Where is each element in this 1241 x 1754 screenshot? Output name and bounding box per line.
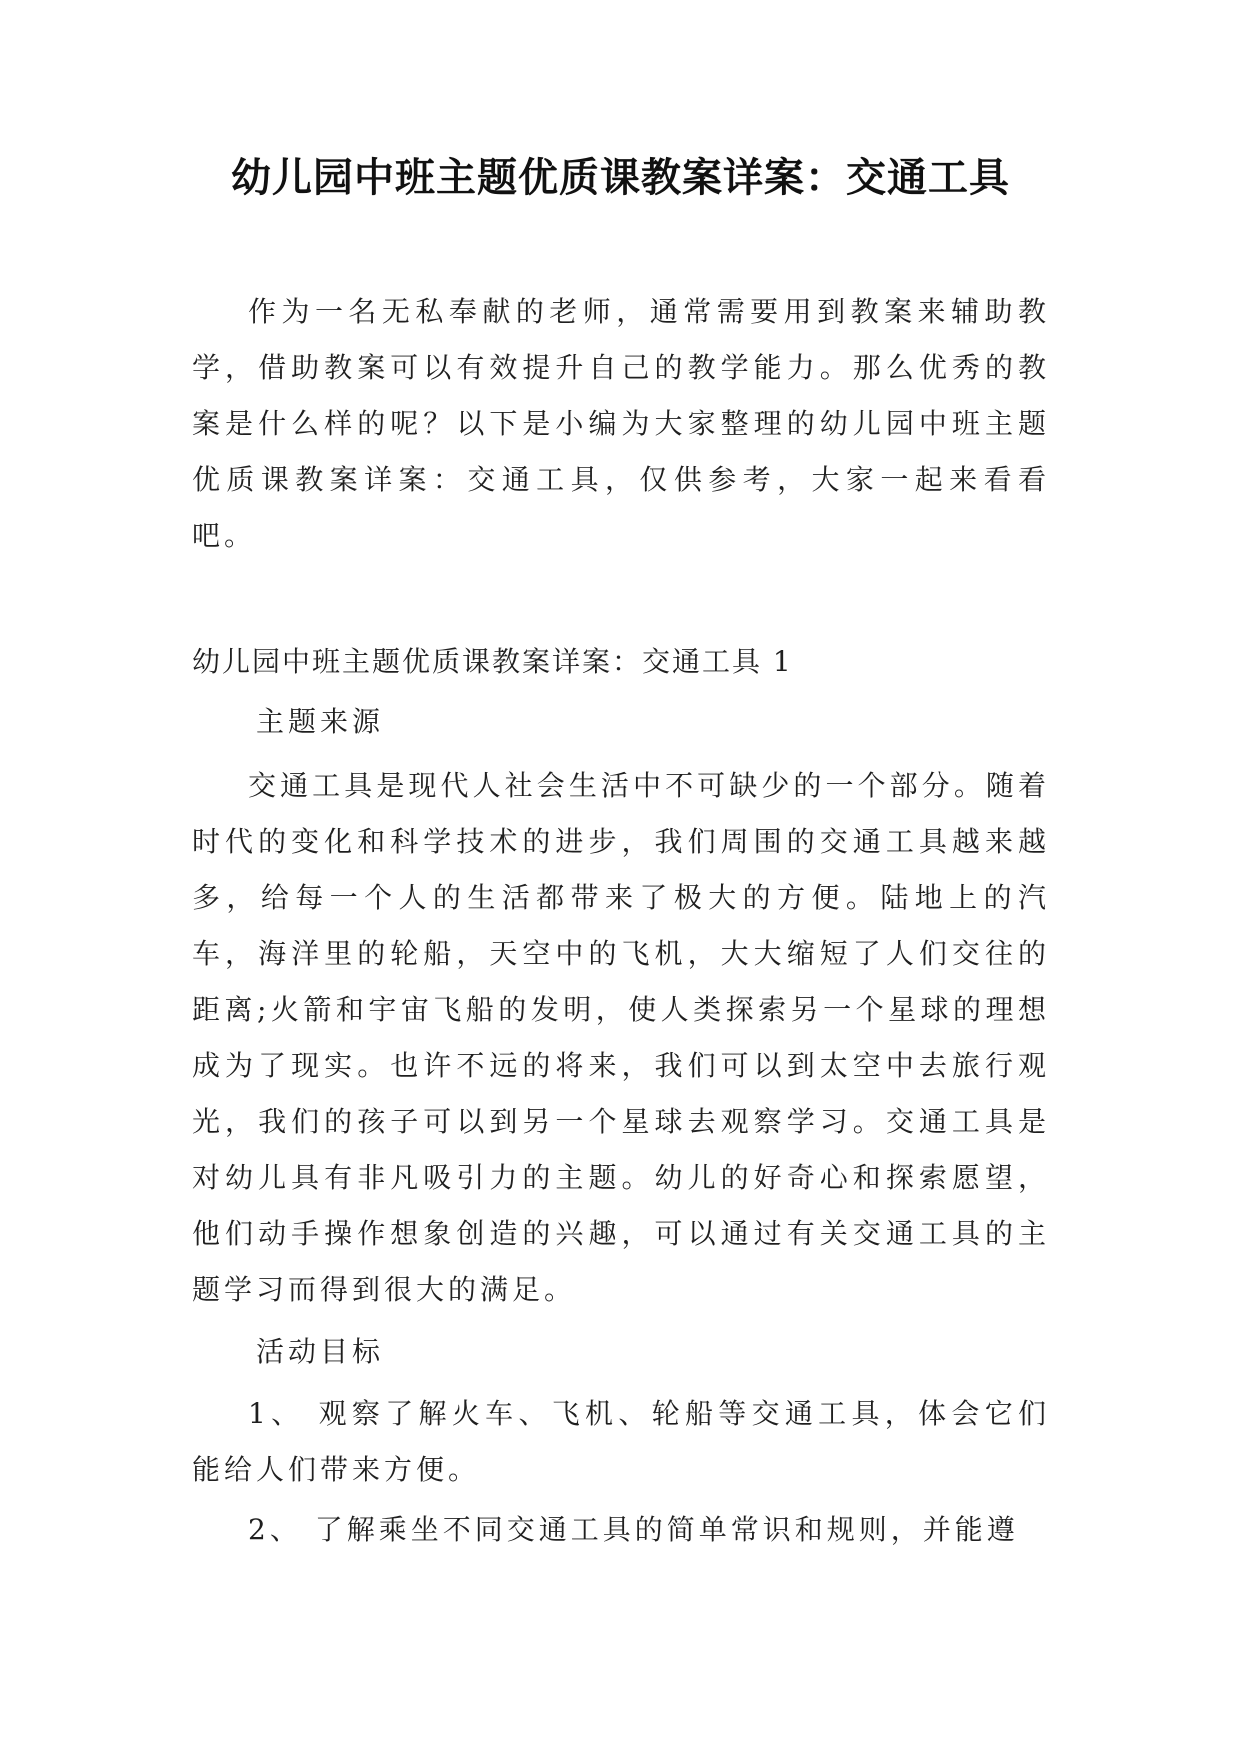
source-paragraph: 交通工具是现代人社会生活中不可缺少的一个部分。随着时代的变化和科学技术的进步，我们周围的交通工具越来越多，给每一个人的生活都带来了极大的方便。陆地上的汽车，海洋里的轮船，天空中的飞机，大大缩短了人们交往的距离;火箭和宇宙飞船的发明，使人类探索另一个星球的理想成为了现实。也许不远的将来，我们可以到太空中去旅行观光，我们的孩子可以到另一个星球去观察学习。交通工具是对幼儿具有非凡吸引力的主题。幼儿的好奇心和探索愿望，他们动手操作想象创造的兴趣，可以通过有关交通工具的主题学习而得到很大的满足。 xyxy=(192,769,1050,1306)
subheading-goals: 活动目标 xyxy=(256,1335,385,1368)
document-title: 幼儿园中班主题优质课教案详案：交通工具 xyxy=(231,155,1010,201)
subheading-source: 主题来源 xyxy=(256,705,385,738)
goal-item-2-block xyxy=(192,1502,1050,1558)
intro-block xyxy=(192,284,1050,564)
source-block xyxy=(192,758,1050,1318)
section-title: 幼儿园中班主题优质课教案详案：交通工具 1 xyxy=(192,645,793,678)
goal-item-1: 1、 观察了解火车、飞机、轮船等交通工具，体会它们能给人们带来方便。 xyxy=(192,1397,1050,1486)
goal-item-1-block xyxy=(192,1386,1050,1498)
goal-item-2: 2、 了解乘坐不同交通工具的简单常识和规则，并能遵 xyxy=(248,1513,1019,1546)
intro-paragraph: 作为一名无私奉献的老师，通常需要用到教案来辅助教学，借助教案可以有效提升自己的教学能力。那么优秀的教案是什么样的呢？以下是小编为大家整理的幼儿园中班主题优质课教案详案：交通工具，仅供参考，大家一起来看看吧。 xyxy=(192,295,1050,552)
